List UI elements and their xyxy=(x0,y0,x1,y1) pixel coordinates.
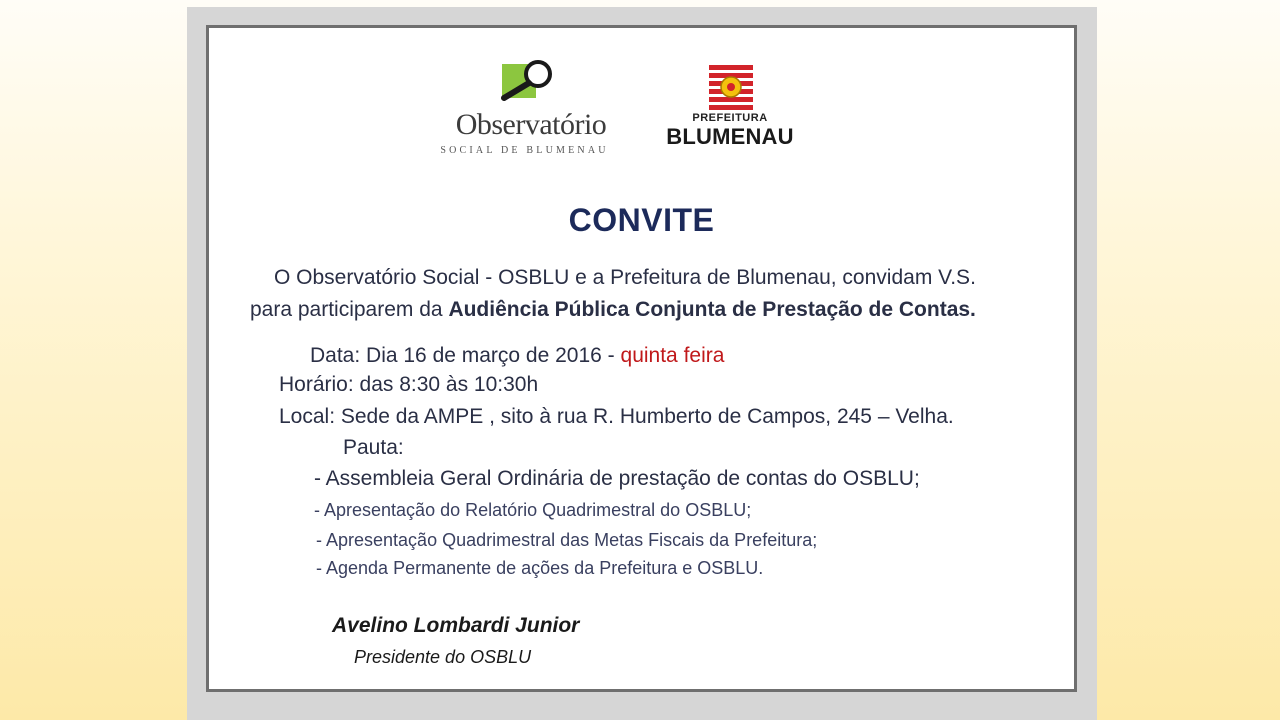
event-time: Horário: das 8:30 às 10:30h xyxy=(279,373,539,396)
event-date xyxy=(310,344,724,368)
agenda-label: Pauta: xyxy=(343,436,404,459)
signatory-name: Avelino Lombardi Junior xyxy=(332,614,580,637)
event-location: Local: Sede da AMPE , sito à rua R. Humberto de Campos, 245 – Velha. xyxy=(279,405,954,428)
agenda-item: - Agenda Permanente de ações da Prefeitura e OSBLU. xyxy=(316,558,764,578)
signatory-role: Presidente do OSBLU xyxy=(354,647,532,667)
observatorio-subtitle: SOCIAL DE BLUMENAU xyxy=(440,145,609,156)
intro-line-1: O Observatório Social - OSBLU e a Prefeitura de Blumenau, convidam V.S. xyxy=(274,266,976,289)
city-coat-of-arms-icon xyxy=(709,65,753,111)
invitation-title: CONVITE xyxy=(568,202,715,238)
event-name: Audiência Pública Conjunta de Prestação de Contas. xyxy=(448,298,976,321)
agenda-item: - Apresentação Quadrimestral das Metas Fiscais da Prefeitura; xyxy=(316,530,818,550)
magnifier-square-icon xyxy=(498,58,560,104)
agenda-item: - Assembleia Geral Ordinária de prestação de contas do OSBLU; xyxy=(314,467,920,490)
observatorio-name: Observatório xyxy=(455,108,607,141)
observatorio-logo xyxy=(420,58,630,158)
prefeitura-logo xyxy=(655,62,805,157)
event-weekday: quinta feira xyxy=(620,344,725,367)
prefeitura-label: PREFEITURA xyxy=(692,112,768,124)
event-date-text: Data: Dia 16 de março de 2016 - xyxy=(310,344,621,367)
agenda-item: - Apresentação do Relatório Quadrimestral do OSBLU; xyxy=(314,500,752,520)
intro-line-2 xyxy=(250,298,976,322)
prefeitura-city-name: BLUMENAU xyxy=(666,124,794,149)
intro-line-2-prefix: para participarem da xyxy=(250,298,449,321)
